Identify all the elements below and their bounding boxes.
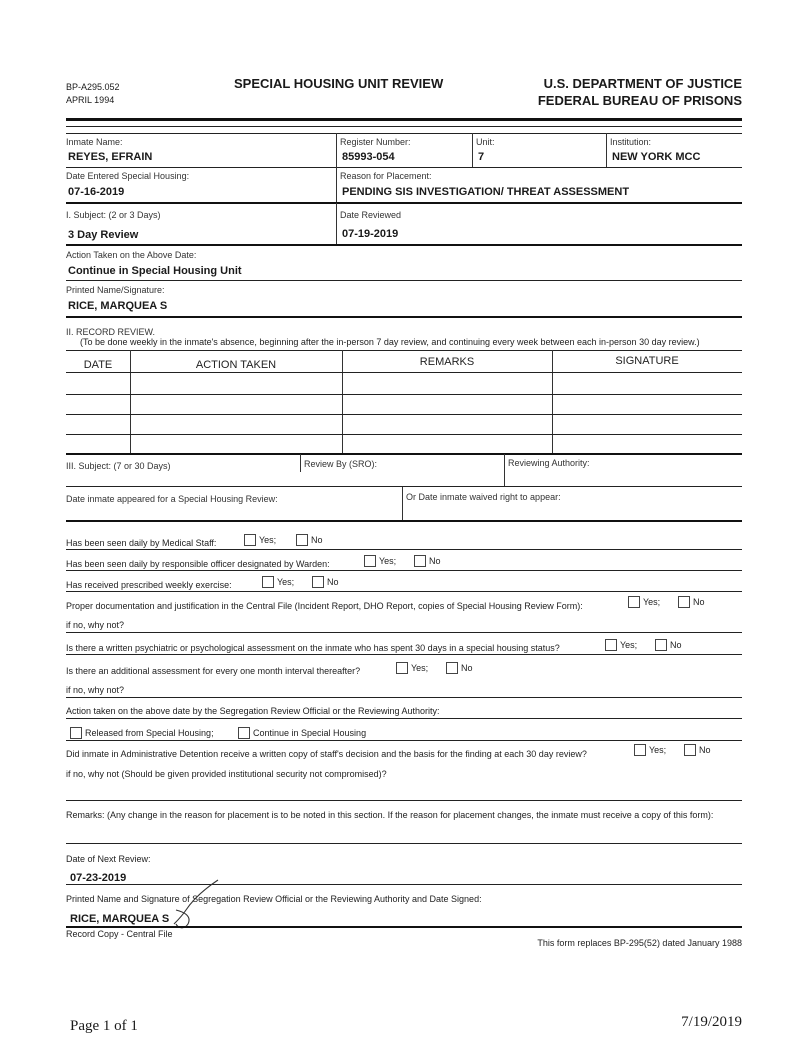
medical-yes-checkbox[interactable] xyxy=(244,534,276,546)
checkbox-label: Released from Special Housing; xyxy=(85,728,214,738)
psych-yes-checkbox[interactable] xyxy=(605,639,637,651)
grid-line xyxy=(66,202,742,204)
continue-checkbox[interactable] xyxy=(238,727,366,739)
released-checkbox[interactable] xyxy=(70,727,214,739)
checkbox-label: Yes; xyxy=(620,640,638,650)
unit-label: Unit: xyxy=(476,137,495,147)
checkbox-label: No xyxy=(670,640,682,650)
grid-line xyxy=(66,926,742,928)
grid-vline xyxy=(336,203,337,244)
grid-line xyxy=(66,486,742,487)
grid-line xyxy=(66,520,742,522)
checkbox-label: Yes; xyxy=(643,597,661,607)
grid-line xyxy=(66,549,742,550)
record-review-table xyxy=(66,350,742,454)
checkbox-label: No xyxy=(311,535,323,545)
officer-no-checkbox[interactable] xyxy=(414,555,441,567)
record-review-title: II. RECORD REVIEW. xyxy=(66,327,156,337)
grid-line xyxy=(66,570,742,571)
checkbox-box[interactable] xyxy=(364,555,376,567)
review-by-label: Review By (SRO): xyxy=(304,459,378,469)
date-reviewed: 07-19-2019 xyxy=(342,228,399,240)
grid-vline xyxy=(552,350,553,454)
reason-label: Reason for Placement: xyxy=(340,171,432,181)
exercise-no-checkbox[interactable] xyxy=(312,576,339,588)
grid-line xyxy=(66,884,742,885)
grid-line xyxy=(66,133,742,134)
header-rule-top xyxy=(66,118,742,121)
checkbox-box[interactable] xyxy=(262,576,274,588)
grid-vline xyxy=(504,454,505,486)
checkbox-box[interactable] xyxy=(238,727,250,739)
checkbox-box[interactable] xyxy=(414,555,426,567)
exercise-yes-checkbox[interactable] xyxy=(262,576,294,588)
col-action-header: ACTION TAKEN xyxy=(195,359,277,371)
grid-line xyxy=(66,434,742,435)
q-exercise: Has received prescribed weekly exercise: xyxy=(66,580,232,590)
subject-3-label: III. Subject: (7 or 30 Days) xyxy=(66,461,171,471)
grid-line xyxy=(66,740,742,741)
grid-line xyxy=(66,394,742,395)
grid-line xyxy=(66,453,742,455)
printed-name-value: RICE, MARQUEA S xyxy=(68,300,168,312)
printed-name-label: Printed Name/Signature: xyxy=(66,285,165,295)
grid-vline xyxy=(472,133,473,167)
checkbox-label: No xyxy=(461,663,473,673)
checkbox-label: No xyxy=(699,745,711,755)
reason-value: PENDING SIS INVESTIGATION/ THREAT ASSESSMENT xyxy=(342,186,630,198)
grid-line xyxy=(66,244,742,246)
appeared-label: Date inmate appeared for a Special Housing Review: xyxy=(66,494,278,504)
checkbox-label: Yes; xyxy=(411,663,429,673)
action-taken-value: Continue in Special Housing Unit xyxy=(68,265,242,277)
grid-line xyxy=(66,414,742,415)
subject-1-label: I. Subject: (2 or 3 Days) xyxy=(66,210,161,220)
header-rule-bottom xyxy=(66,126,742,127)
grid-vline xyxy=(402,487,403,521)
grid-vline xyxy=(130,350,131,454)
officer-yes-checkbox[interactable] xyxy=(364,555,396,567)
q-documentation: Proper documentation and justification in the Central File (Incident Report, DHO Report, copies of Special Housing Review Form): xyxy=(66,601,583,611)
signed-name: RICE, MARQUEA S xyxy=(70,913,170,925)
grid-line xyxy=(66,800,742,801)
checkbox-label: Continue in Special Housing xyxy=(253,728,367,738)
checkbox-box[interactable] xyxy=(684,744,696,756)
checkbox-label: Yes; xyxy=(259,535,277,545)
waived-label: Or Date inmate waived right to appear: xyxy=(406,492,561,502)
grid-line xyxy=(66,591,742,592)
documentation-if-no-label: if no, why not? xyxy=(66,620,125,630)
grid-vline xyxy=(336,167,337,202)
subject-1-value: 3 Day Review xyxy=(68,229,139,241)
signature-mark xyxy=(170,876,230,932)
date-entered: 07-16-2019 xyxy=(68,186,125,198)
checkbox-box[interactable] xyxy=(296,534,308,546)
checkbox-box[interactable] xyxy=(605,639,617,651)
print-date: 7/19/2019 xyxy=(681,1014,742,1030)
inmate-name-label: Inmate Name: xyxy=(66,137,123,147)
form-date: APRIL 1994 xyxy=(66,95,115,105)
col-signature-header: SIGNATURE xyxy=(615,355,679,367)
checkbox-label: No xyxy=(693,597,705,607)
grid-vline xyxy=(336,133,337,167)
next-review-label: Date of Next Review: xyxy=(66,854,151,864)
inmate-name: REYES, EFRAIN xyxy=(68,151,153,163)
checkbox-box[interactable] xyxy=(244,534,256,546)
grid-line xyxy=(66,632,742,633)
monthly-yes-checkbox[interactable] xyxy=(396,662,428,674)
agency-line-2: FEDERAL BUREAU OF PRISONS xyxy=(537,93,742,108)
q-officer: Has been seen daily by responsible officer designated by Warden: xyxy=(66,559,330,569)
q-monthly: Is there an additional assessment for every one month interval thereafter? xyxy=(66,666,361,676)
checkbox-box[interactable] xyxy=(678,596,690,608)
grid-line xyxy=(66,316,742,318)
monthly-no-checkbox[interactable] xyxy=(446,662,473,674)
action-taken-label: Action Taken on the Above Date: xyxy=(66,250,197,260)
q-medical: Has been seen daily by Medical Staff: xyxy=(66,538,217,548)
register-number-label: Register Number: xyxy=(340,137,411,147)
medical-no-checkbox[interactable] xyxy=(296,534,323,546)
date-reviewed-label: Date Reviewed xyxy=(340,210,402,220)
checkbox-label: Yes; xyxy=(277,577,295,587)
grid-line xyxy=(66,654,742,655)
grid-line xyxy=(66,843,742,844)
institution-value: NEW YORK MCC xyxy=(612,151,701,163)
unit-value: 7 xyxy=(478,151,485,163)
reviewing-authority-label: Reviewing Authority: xyxy=(508,458,590,468)
grid-line xyxy=(66,718,742,719)
date-entered-label: Date Entered Special Housing: xyxy=(66,171,190,181)
checkbox-box[interactable] xyxy=(628,596,640,608)
checkbox-label: Yes; xyxy=(649,745,667,755)
grid-line xyxy=(66,167,742,168)
grid-line xyxy=(66,350,742,351)
record-copy-label: Record Copy - Central File xyxy=(66,929,173,939)
grid-vline xyxy=(342,350,343,454)
q-admin-detention: Did inmate in Administrative Detention receive a written copy of staff's decision and the basis for the finding at each 30 day review? xyxy=(66,749,587,759)
replaces-note: This form replaces BP-295(52) dated January 1988 xyxy=(537,938,742,948)
col-remarks-header: REMARKS xyxy=(419,356,475,368)
remarks-label: Remarks: (Any change in the reason for placement is to be noted in this section. If the reason for placement changes, the inmate must receive a copy of this form): xyxy=(66,810,714,820)
admin-no-checkbox[interactable] xyxy=(684,744,711,756)
record-review-instructions: (To be done weekly in the inmate's absence, beginning after the in-person 7 day review, and continuing every week between each in-person 30 day review.) xyxy=(80,337,700,347)
institution-label: Institution: xyxy=(610,137,652,147)
grid-vline xyxy=(300,454,301,472)
agency-line-1: U.S. DEPARTMENT OF JUSTICE xyxy=(543,76,742,91)
grid-line xyxy=(66,372,742,373)
page-number: Page 1 of 1 xyxy=(70,1018,138,1034)
documentation-yes-checkbox[interactable] xyxy=(628,596,660,608)
register-number: 85993-054 xyxy=(342,151,395,163)
checkbox-box[interactable] xyxy=(634,744,646,756)
checkbox-label: Yes; xyxy=(379,556,397,566)
next-review-value: 07-23-2019 xyxy=(70,872,127,884)
admin-if-no-label: if no, why not (Should be given provided institutional security not compromised)? xyxy=(66,769,387,779)
checkbox-box[interactable] xyxy=(446,662,458,674)
q-psych: Is there a written psychiatric or psychological assessment on the inmate who has spent 30 days in a special housing status? xyxy=(66,643,560,653)
form-number: BP-A295.052 xyxy=(66,82,120,92)
col-date-header: DATE xyxy=(83,359,113,371)
monthly-if-no-label: if no, why not? xyxy=(66,685,125,695)
checkbox-label: No xyxy=(327,577,339,587)
psych-no-checkbox[interactable] xyxy=(655,639,682,651)
section3-action-label: Action taken on the above date by the Segregation Review Official or the Reviewing Authority: xyxy=(66,706,440,716)
checkbox-box[interactable] xyxy=(312,576,324,588)
grid-line xyxy=(66,280,742,281)
grid-line xyxy=(66,697,742,698)
grid-vline xyxy=(606,133,607,167)
checkbox-box[interactable] xyxy=(655,639,667,651)
documentation-no-checkbox[interactable] xyxy=(678,596,705,608)
checkbox-box[interactable] xyxy=(396,662,408,674)
form-title: SPECIAL HOUSING UNIT REVIEW xyxy=(234,76,444,91)
checkbox-label: No xyxy=(429,556,441,566)
signed-label: Printed Name and Signature of Segregation Review Official or the Reviewing Authority and Date Signed: xyxy=(66,894,482,904)
checkbox-box[interactable] xyxy=(70,727,82,739)
admin-yes-checkbox[interactable] xyxy=(634,744,666,756)
